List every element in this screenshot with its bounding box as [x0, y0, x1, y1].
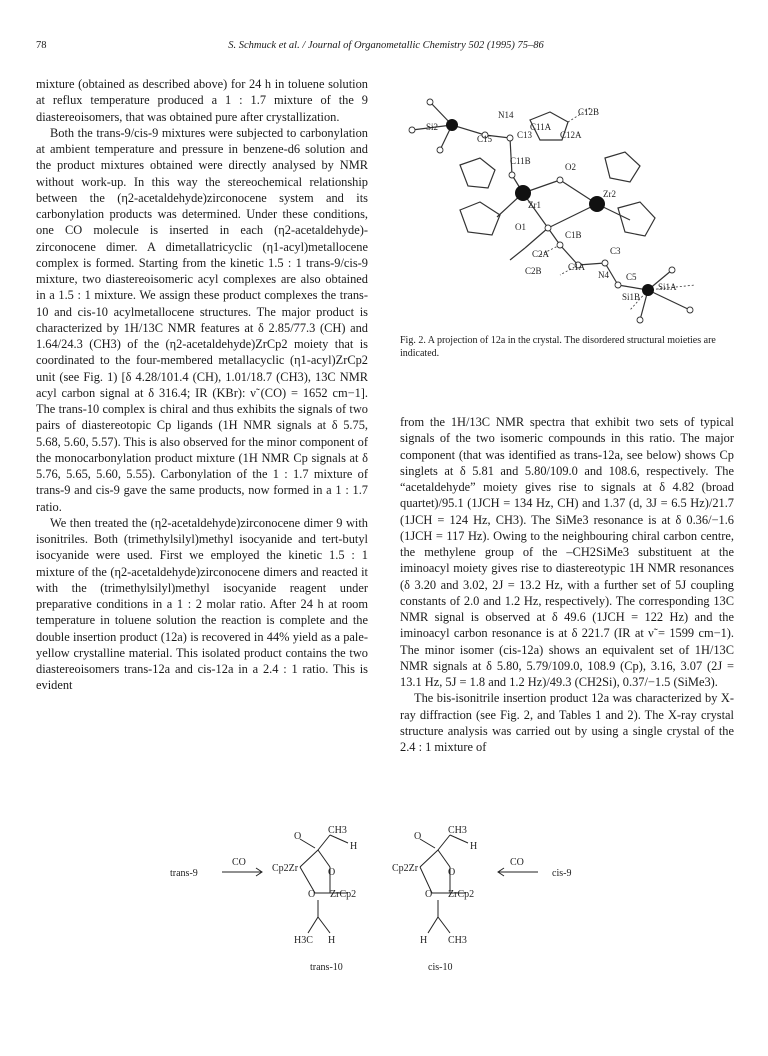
product-label: trans-10 [310, 962, 343, 973]
atom-label: C2B [525, 266, 542, 276]
atom-label: Si1A [658, 282, 677, 292]
page-number: 78 [36, 40, 47, 51]
atom-label: C3 [610, 246, 621, 256]
atom-label: C13 [517, 130, 533, 140]
atom-label: C5 [626, 272, 637, 282]
atom-label: C1B [565, 230, 582, 240]
atom-label: ZrCp2 [330, 889, 357, 900]
atom-label: H3C [294, 935, 313, 946]
reactant-label: trans-9 [170, 868, 198, 879]
atom-label: O1 [515, 222, 526, 232]
atom-label: O [448, 867, 456, 878]
product-label: cis-10 [428, 962, 453, 973]
atom-label: O [328, 867, 336, 878]
reactant-label: cis-9 [552, 868, 572, 879]
atom-label: H [350, 841, 358, 852]
atom-label: O [425, 889, 433, 900]
atom-label: C2A [532, 249, 550, 259]
paragraph: Both the trans-9/cis-9 mixtures were subjected to carbonylation at ambient temperature and pressure in benzene-d6 solution and the product mixtures obtained were directly analysed by NMR without work-up. In this way the stereochemical relationship between the (η2-acetaldehyde)zirconocene system and its carbonylation products was determined. Under these conditions, one CO molecule is inserted in each (η2-acetaldehyde)-zirconocene dimer. A dimetallatricyclic (η1-acyl)metallocene complex is formed. Starting from the kinetic 1.5 : 1 trans-9/cis-9 mixture, two diastereoisomeric acyl complexes are also obtained in a 1.5 : 1 mixture. We assign these product complexes the trans-10 and cis-10 acylmetallocene structures. The major product is characterized by 1H/13C NMR features at δ 2.85/77.3 (CH) and 1.64/24.3 (CH3) of the (η2-acetaldehyde)ZrCp2 moiety that is coordinated to the four-membered metallacyclic (η1-acyl)ZrCp2 unit (see Fig. 1) [δ 4.28/101.4 (CH), 1.01/18.7 (CH3), 13C NMR acyl carbon signal at δ 316.4; IR (KBr): ν̃ (CO) = 1652 cm−1]. The trans-10 complex is chiral and thus exhibits the signals of two pairs of diastereotopic Cp ligands (1H NMR signals at δ 5.75, 5.68, 5.60, 5.57). This is also observed for the minor component of the monocarbonylation product mixture (1H NMR Cp signals at δ 5.76, 5.65, 5.60, 5.55). Carbonylation of the 1 : 1.7 mixture of trans-9 and cis-9 gave the same products, now formed in a 1 : 1.7 ratio. [36, 125, 368, 514]
atom-label: H [470, 841, 478, 852]
atom-label: N4 [598, 270, 609, 280]
atom-label: O [308, 889, 316, 900]
atom-label: N14 [498, 110, 514, 120]
atom-label: CH3 [328, 825, 347, 836]
right-column [400, 414, 734, 755]
atom-label: H [420, 935, 428, 946]
page-header [36, 40, 736, 54]
atom-label: C1A [568, 262, 586, 272]
figure-caption: Fig. 2. A projection of 12a in the crystal. The disordered structural moieties are indicated. [400, 335, 716, 359]
paragraph: The bis-isonitrile insertion product 12a was characterized by X-ray diffraction (see Fig. 2, and Tables 1 and 2). The X-ray crystal structure analysis was carried out by using a single crystal of the 2.4 : 1 mixture of [400, 691, 734, 754]
reagent-label: CO [510, 857, 524, 868]
atom-label: Cp2Zr [272, 863, 299, 874]
left-column [36, 76, 368, 694]
paragraph: mixture (obtained as described above) for 24 h in toluene solution at reflux temperature produced a 1 : 1.7 mixture of the 9 diastereoisomers, that was obtained pure after crystallization. [36, 77, 368, 124]
atom-label: C15 [477, 134, 493, 144]
atom-label: C12A [560, 130, 582, 140]
paragraph: from the 1H/13C NMR spectra that exhibit two sets of typical signals of the two isomeric compounds in this ratio. The major component (that was identified as trans-12a, see below) shows Cp singlets at δ 5.81 and 5.80/109.0 and 108.6, respectively. The “acetaldehyde” moiety gives rise to signals at δ 4.82 (broad quartet)/95.1 (1JCH = 134 Hz, CH) and 1.37 (d, 3J = 6.5 Hz)/21.7 (1JCH = 124 Hz, CH3). The SiMe3 resonance is at δ 0.36/−1.6 (1JCH = 117 Hz). Owing to the neighbouring chiral carbon centre, the methylene group of the –CH2SiMe3 substituent at the iminoacyl moiety gives rise to diastereotypic 1H NMR resonances (δ 3.20 and 3.02, 2J = 13.2 Hz, with a further set of 5J coupling constants of 2.0 and 1.2 Hz, respectively). The corresponding 13C NMR signal is observed at δ 49.6 (1JCH = 122 Hz) and the iminoacyl carbon resonance is at δ 221.7 (IR at ν̃ = 1599 cm−1). The minor isomer (cis-12a) shows an equivalent set of 1H/13C NMR signals at δ 5.80, 5.79/109.0, 108.9 (Cp), 3.16, 3.07 (2J = 13.1 Hz, 5J = 1.8 and 1.2 Hz)/49.3 (CH2Si), 0.37/−1.5 (SiMe3). [400, 415, 734, 689]
atom-label: C11A [530, 122, 552, 132]
atom-label: C11B [510, 156, 531, 166]
atom-label: Si2 [426, 122, 439, 132]
atom-label: O [414, 831, 422, 842]
running-title: S. Schmuck et al. / Journal of Organometallic Chemistry 502 (1995) 75–86 [228, 40, 544, 51]
atom-label: CH3 [448, 825, 467, 836]
atom-label: Cp2Zr [392, 863, 419, 874]
atom-label: ZrCp2 [448, 889, 475, 900]
atom-label: CH3 [448, 935, 467, 946]
reaction-scheme [170, 825, 600, 995]
reagent-label: CO [232, 857, 246, 868]
atom-label: H [328, 935, 336, 946]
atom-label: C12B [578, 107, 600, 117]
atom-label: Si1B [622, 292, 641, 302]
crystal-structure-figure [400, 80, 734, 332]
atom-label: Zr2 [603, 189, 616, 199]
atom-label: Zr1 [528, 200, 541, 210]
paragraph: We then treated the (η2-acetaldehyde)zirconocene dimer 9 with isonitriles. Both (trimethylsilyl)methyl isocyanide and tert-butyl isocyanide were used. First we employed the kinetic 1.5 : 1 mixture of the (η2-acetaldehyde)zirconocene dimers and reacted it with the (trimethylsilyl)methyl isocyanide reagent under preparative conditions in a 1 : 2 molar ratio. After 24 h at room temperature in toluene solution the reaction is complete and the double insertion product (12a) is recovered in 44% yield as a pale-yellow crystalline material. This isolated product contains the two diastereoisomers trans-12a and cis-12a in a 2.4 : 1 ratio. This is evident [36, 515, 368, 693]
atom-label: O [294, 831, 302, 842]
atom-label: O2 [565, 162, 576, 172]
